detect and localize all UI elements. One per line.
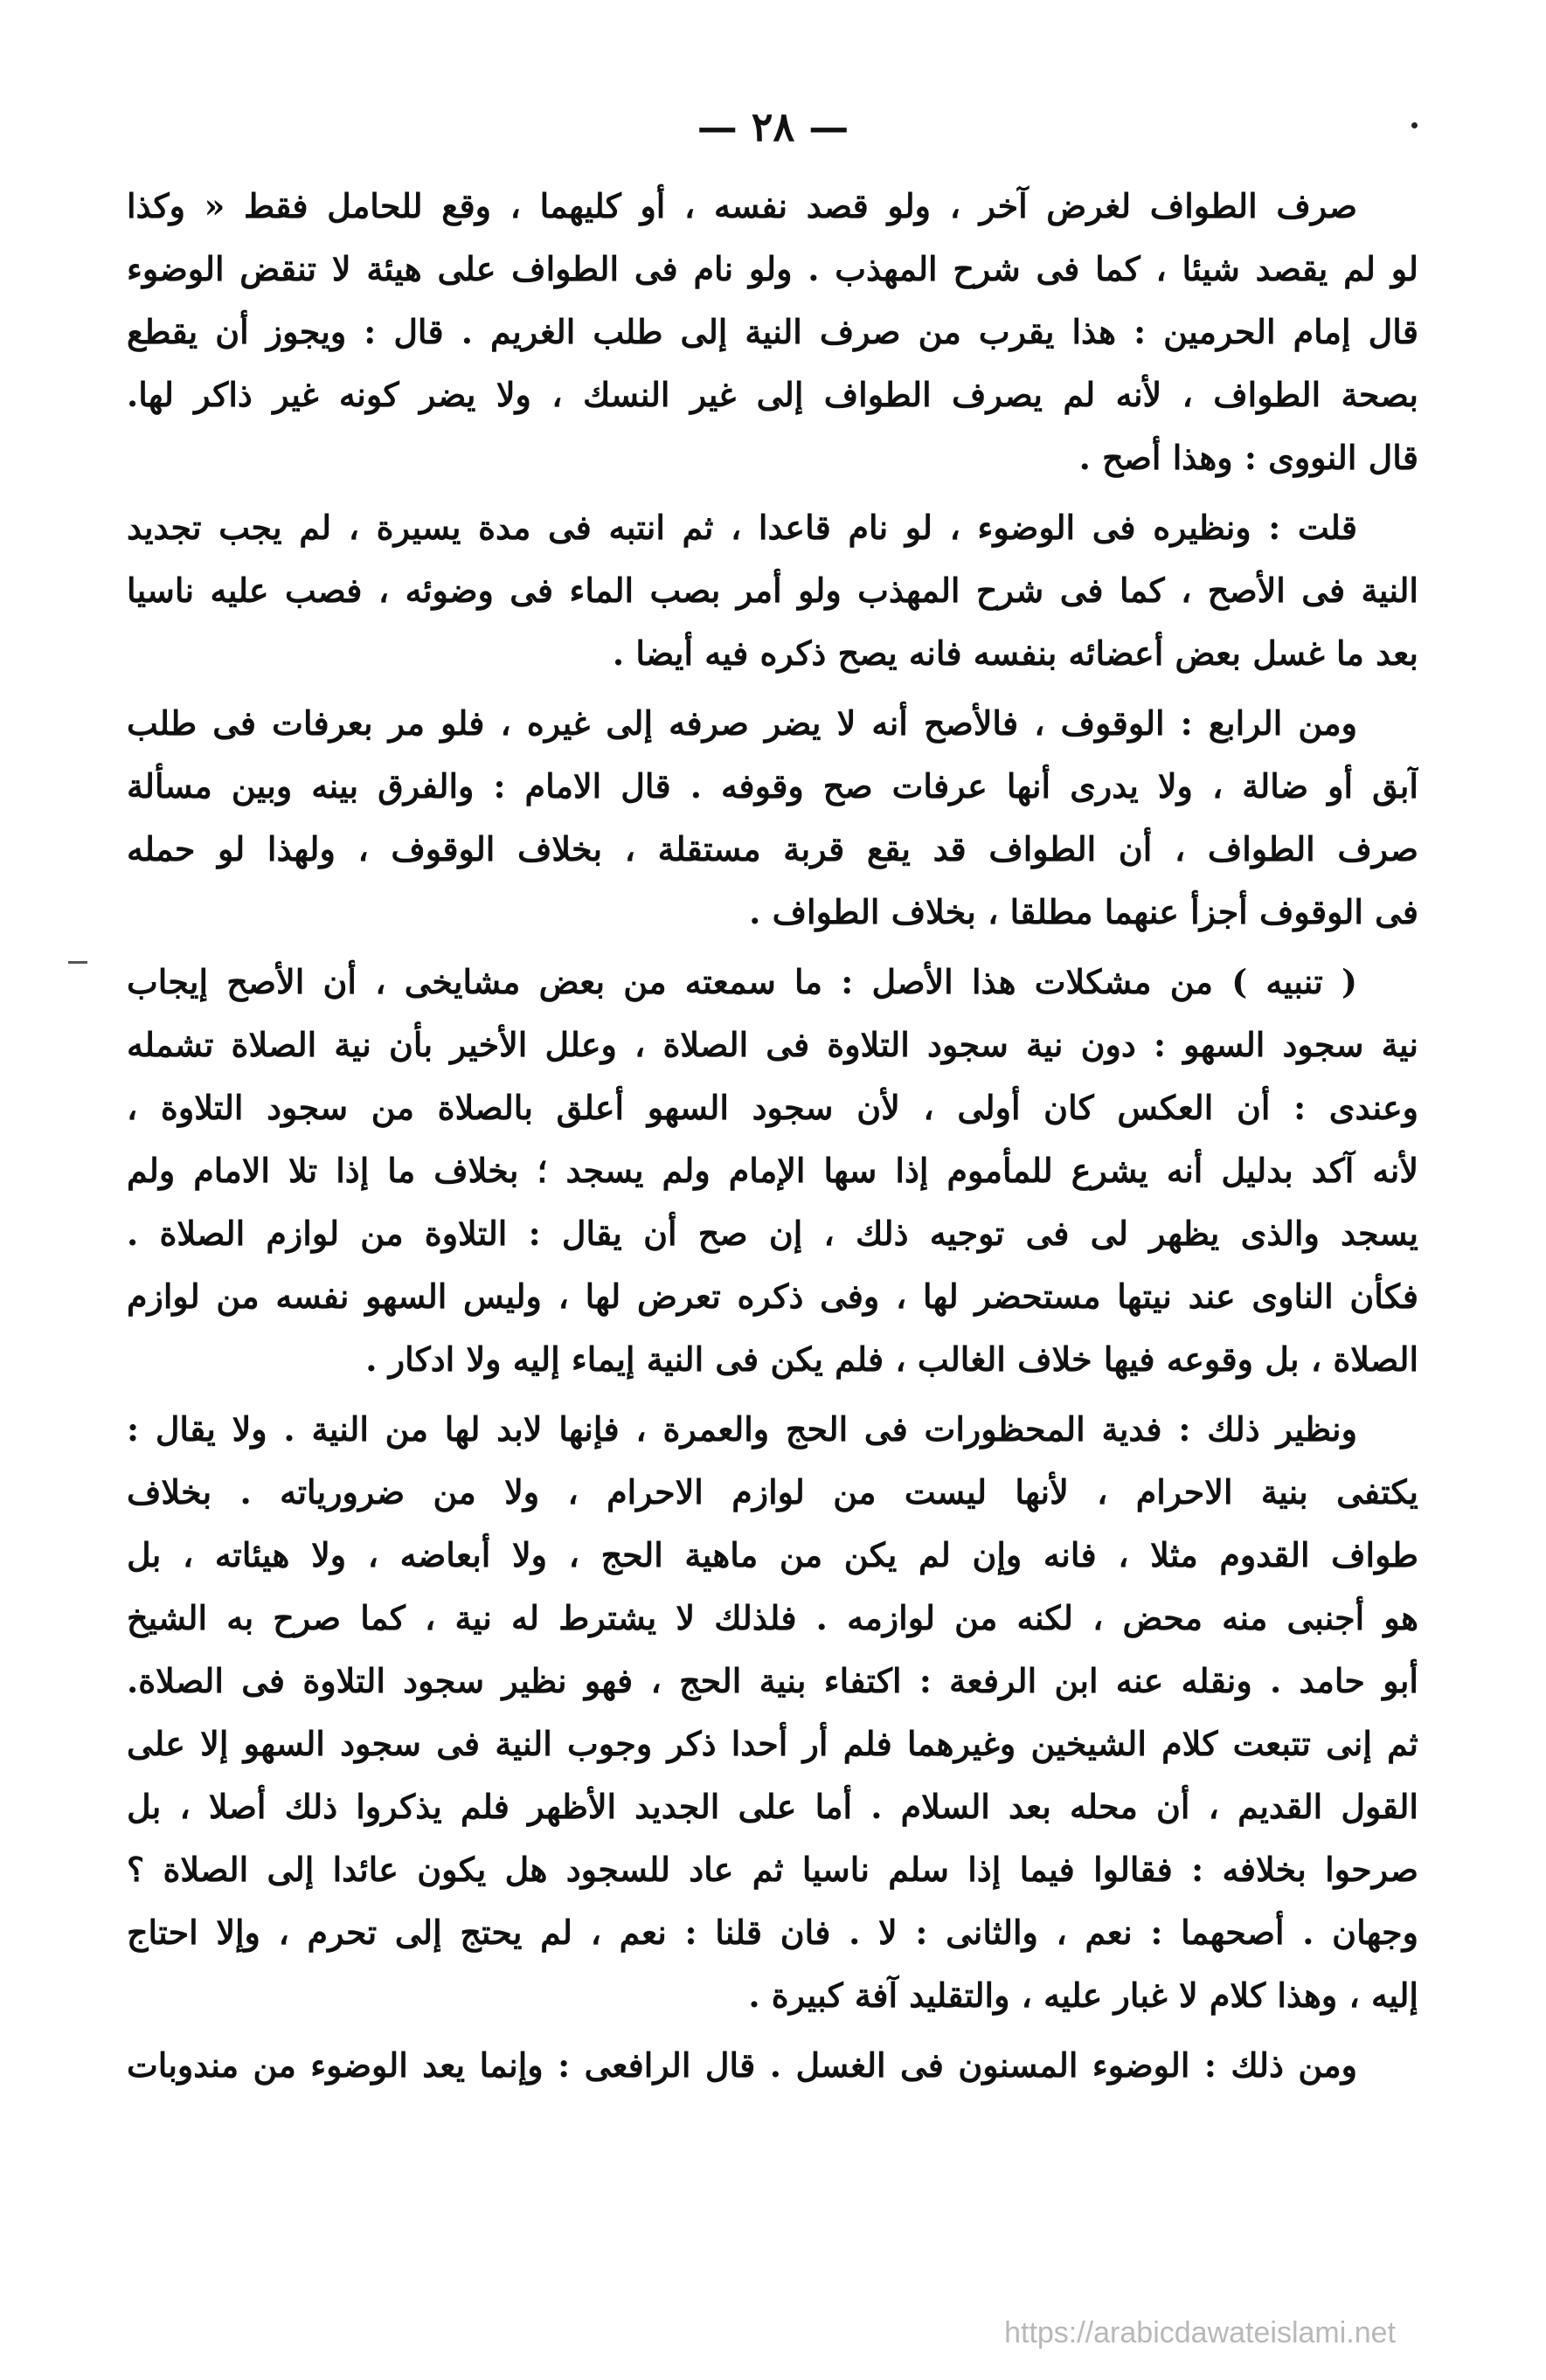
text-line: طواف القدوم مثلا ، فانه وإن لم يكن من ماهية الحج ، ولا أبعاضه ، ولا هيئاته ، بل <box>127 1535 1418 1574</box>
text-line: القول القديم ، أن محله بعد السلام . أما على الجديد الأظهر فلم يذكروا ذلك أصلا ، بل <box>127 1787 1418 1826</box>
paragraph-1 <box>127 175 1418 489</box>
text-line: آبق أو ضالة ، ولا يدرى أنها عرفات صح وقوفه . قال الامام : والفرق بينه وبين مسألة <box>127 766 1418 806</box>
text-line: وجهان . أصحهما : نعم ، والثانى : لا . فان قلنا : نعم ، لم يحتج إلى تحرم ، وإلا احتاج <box>127 1913 1418 1952</box>
text-line: قال إمام الحرمين : هذا يقرب من صرف النية إلى طلب الغريم . قال : ويجوز أن يقطع <box>127 312 1418 351</box>
page-number: — ٢٨ — <box>697 103 849 150</box>
text-line: صرف الطواف لغرض آخر ، ولو قصد نفسه ، أو كليهما ، وقع للحامل فقط « وكذا <box>127 186 1357 225</box>
text-line: ونظير ذلك : فدية المحظورات فى الحج والعمرة ، فإنها لابد لها من النية . ولا يقال : <box>127 1409 1357 1449</box>
paragraph-3 <box>127 692 1418 944</box>
text-line: بصحة الطواف ، لأنه لم يصرف الطواف إلى غير النسك ، ولا يضر كونه غير ذاكر لها. <box>127 375 1418 414</box>
text-line: فكأن الناوى عند نيتها مستحضر لها ، وفى ذكره تعرض لها ، وليس السهو نفسه من لوازم <box>127 1276 1418 1316</box>
text-line: هو أجنبى منه محض ، لكنه من لوازمه . فلذلك لا يشترط له نية ، كما صرح به الشيخ <box>127 1598 1418 1637</box>
text-line: قال النووى : وهذا أصح . <box>1078 438 1418 477</box>
text-line: أبو حامد . ونقله عنه ابن الرفعة : اكتفاء بنية الحج ، فهو نظير سجود التلاوة فى الصلاة. <box>127 1661 1418 1700</box>
text-line: نية سجود السهو : دون نية سجود التلاوة فى الصلاة ، وعلل الأخير بأن نية الصلاة تشمله <box>127 1025 1418 1064</box>
text-line: ومن ذلك : الوضوء المسنون فى الغسل . قال الرافعى : وإنما يعد الوضوء من مندوبات <box>127 2045 1357 2085</box>
text-line: ومن الرابع : الوقوف ، فالأصح أنه لا يضر صرفه إلى غيره ، فلو مر بعرفات فى طلب <box>127 703 1358 743</box>
text-line: قلت : ونظيره فى الوضوء ، لو نام قاعدا ، ثم انتبه فى مدة يسيرة ، لم يجب تجديد <box>127 508 1357 547</box>
paragraph-5 <box>127 1398 1418 2027</box>
text-line: لو لم يقصد شيئا ، كما فى شرح المهذب . ولو نام فى الطواف على هيئة لا تنقض الوضوء <box>127 249 1418 288</box>
text-line: وعندى : أن العكس كان أولى ، لأن سجود السهو أعلق بالصلاة من سجود التلاوة ، <box>127 1088 1418 1127</box>
text-line: ( تنبيه ) من مشكلات هذا الأصل : ما سمعته من بعض مشايخى ، أن الأصح إيجاب <box>127 962 1357 1001</box>
body-text <box>127 175 1418 2104</box>
paragraph-6 <box>127 2034 1418 2097</box>
text-line: يسجد والذى يظهر لى فى توجيه ذلك ، إن صح أن يقال : التلاوة من لوازم الصلاة . <box>127 1214 1418 1253</box>
text-line: لأنه آكد بدليل أنه يشرع للمأموم إذا سها الإمام ولم يسجد ؛ بخلاف ما إذا تلا الامام ولم <box>127 1151 1418 1190</box>
watermark-url: https://arabicdawateislami.net <box>1004 2316 1396 2349</box>
paragraph-2 <box>127 496 1418 685</box>
text-line: النية فى الأصح ، كما فى شرح المهذب ولو أمر بصب الماء فى وضوئه ، فصب عليه ناسيا <box>127 571 1418 610</box>
text-line: إليه ، وهذا كلام لا غبار عليه ، والتقليد آفة كبيرة . <box>748 1975 1418 2015</box>
text-line: يكتفى بنية الاحرام ، لأنها ليست من لوازم الاحرام ، ولا من ضرورياته . بخلاف <box>127 1472 1418 1512</box>
text-line: ثم إنى تتبعت كلام الشيخين وغيرهما فلم أر أحدا ذكر وجوب النية فى سجود السهو إلا على <box>127 1724 1418 1763</box>
text-line: الصلاة ، بل وقوعه فيها خلاف الغالب ، فلم يكن فى النية إيماء إليه ولا ادكار . <box>365 1339 1418 1379</box>
text-line: صرف الطواف ، أن الطواف قد يقع قربة مستقلة ، بخلاف الوقوف ، ولهذا لو حمله <box>127 829 1418 868</box>
paragraph-4 <box>127 951 1418 1391</box>
margin-scan-mark <box>68 961 87 964</box>
text-line: بعد ما غسل بعض أعضائه بنفسه فانه يصح ذكره فيه أيضا . <box>612 633 1418 673</box>
text-line: فى الوقوف أجزأ عنهما مطلقا ، بخلاف الطواف . <box>749 892 1418 931</box>
text-line: صرحوا بخلافه : فقالوا فيما إذا سلم ناسيا ثم عاد للسجود هل يكون عائدا إلى الصلاة ؟ <box>127 1850 1418 1889</box>
